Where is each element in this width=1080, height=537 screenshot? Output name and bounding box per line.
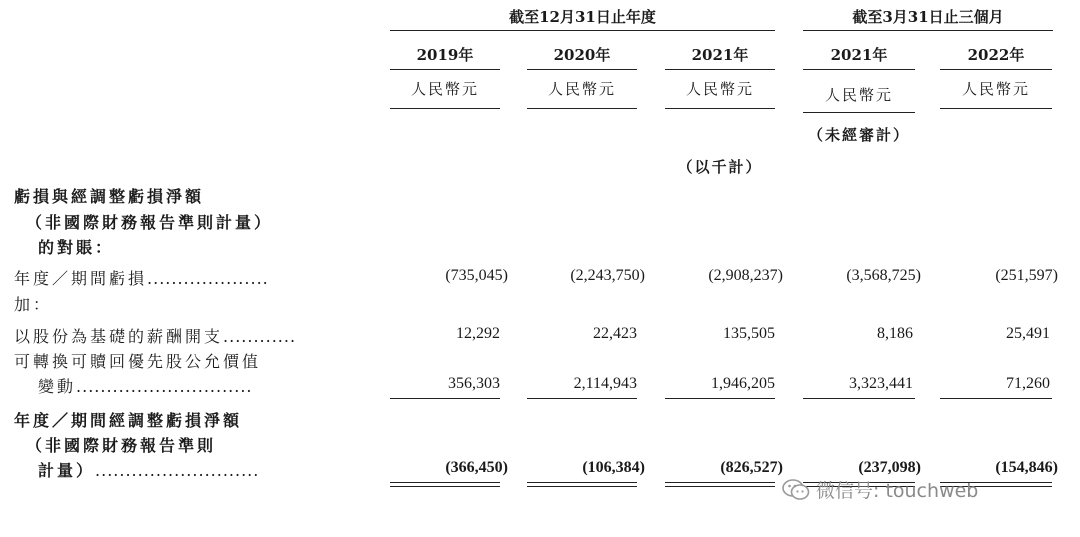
fy-group-header: 截至12月31日止年度 (509, 8, 656, 26)
add-label: 加： (14, 295, 53, 314)
year-rule-3 (665, 69, 775, 70)
unit-rule-1 (390, 108, 500, 109)
sbc-2021: 135,505 (723, 325, 775, 342)
fy-group-rule (390, 30, 775, 31)
pref-label-line1: 可轉換可贖回優先股公允價值 (14, 352, 262, 371)
sbc-q2021: 8,186 (877, 325, 913, 342)
net-loss-q2021: (3,568,725) (846, 267, 921, 284)
watermark-text: 微信号: touchweb (816, 480, 979, 502)
adjusted-q2021: (237,098) (858, 459, 921, 476)
total-double-rule-2 (527, 482, 637, 487)
year-rule-1 (390, 69, 500, 70)
net-loss-2019: (735,045) (445, 267, 508, 284)
sbc-label (14, 324, 296, 347)
adjusted-2021: (826,527) (720, 459, 783, 476)
unit-header-3: 人民幣元 (685, 80, 754, 98)
sbc-label-text: 以股份為基礎的薪酬開支 (14, 327, 224, 346)
adjusted-dots: ........................... (95, 461, 260, 480)
unit-header-2: 人民幣元 (547, 80, 616, 98)
unit-rule-5 (940, 108, 1052, 109)
unit-rule-3 (665, 108, 775, 109)
pref-2019: 356,303 (448, 375, 500, 392)
unaudited-note: （未經審計） (807, 126, 910, 144)
year-rule-5 (940, 69, 1052, 70)
net-loss-2021: (2,908,237) (708, 267, 783, 284)
adjusted-2019: (366,450) (445, 459, 508, 476)
net-loss-label (14, 266, 269, 289)
year-rule-2 (527, 69, 637, 70)
subtotal-rule-4 (803, 398, 915, 399)
unit-rule-4 (803, 112, 915, 113)
pref-2020: 2,114,943 (573, 375, 637, 392)
pref-q2021: 3,323,441 (849, 375, 913, 392)
adjusted-label-line1: 年度／期間經調整虧損淨額 (14, 411, 243, 430)
wechat-icon (782, 479, 810, 501)
unit-header-4: 人民幣元 (824, 86, 893, 104)
adjusted-2020: (106,384) (582, 459, 645, 476)
net-loss-dots: .................... (147, 269, 269, 288)
net-loss-2020: (2,243,750) (570, 267, 645, 284)
subtotal-rule-1 (390, 398, 500, 399)
year-header-2019: 2019年 (416, 46, 474, 64)
unit-header-5: 人民幣元 (961, 80, 1030, 98)
section-title-line1: 虧損與經調整虧損淨額 (14, 187, 205, 206)
total-double-rule-3 (665, 482, 775, 487)
adjusted-label-line3 (38, 458, 259, 481)
sbc-2019: 12,292 (456, 325, 500, 342)
unit-header-1: 人民幣元 (410, 80, 479, 98)
subtotal-rule-5 (940, 398, 1052, 399)
quarter-group-header: 截至3月31日止三個月 (852, 8, 1004, 26)
net-loss-q2022: (251,597) (995, 267, 1058, 284)
wechat-watermark (782, 476, 978, 503)
subtotal-rule-3 (665, 398, 775, 399)
adjusted-q2022: (154,846) (995, 459, 1058, 476)
quarter-group-rule (803, 30, 1053, 31)
net-loss-label-text: 年度／期間虧損 (14, 269, 148, 288)
pref-q2022: 71,260 (1006, 375, 1050, 392)
unit-rule-2 (527, 108, 637, 109)
thousands-note: （以千計） (677, 158, 763, 176)
year-rule-4 (803, 69, 915, 70)
year-header-q2022: 2022年 (967, 46, 1025, 64)
sbc-2020: 22,423 (593, 325, 637, 342)
year-header-2021: 2021年 (691, 46, 749, 64)
total-double-rule-1 (390, 482, 500, 487)
sbc-q2022: 25,491 (1006, 325, 1050, 342)
year-header-2020: 2020年 (553, 46, 611, 64)
year-header-q2021: 2021年 (830, 46, 888, 64)
pref-dots: ............................. (76, 377, 253, 396)
sbc-dots: ............ (223, 327, 297, 346)
pref-label-line2 (38, 374, 253, 397)
adjusted-label-line2: （非國際財務報告準則 (26, 436, 217, 455)
pref-2021: 1,946,205 (711, 375, 775, 392)
section-title-line2: （非國際財務報告準則計量） (26, 213, 274, 232)
pref-label-text: 變動 (38, 377, 77, 396)
section-title-line3: 的對賬： (38, 238, 115, 257)
subtotal-rule-2 (527, 398, 637, 399)
adjusted-label-text: 計量） (38, 461, 96, 480)
